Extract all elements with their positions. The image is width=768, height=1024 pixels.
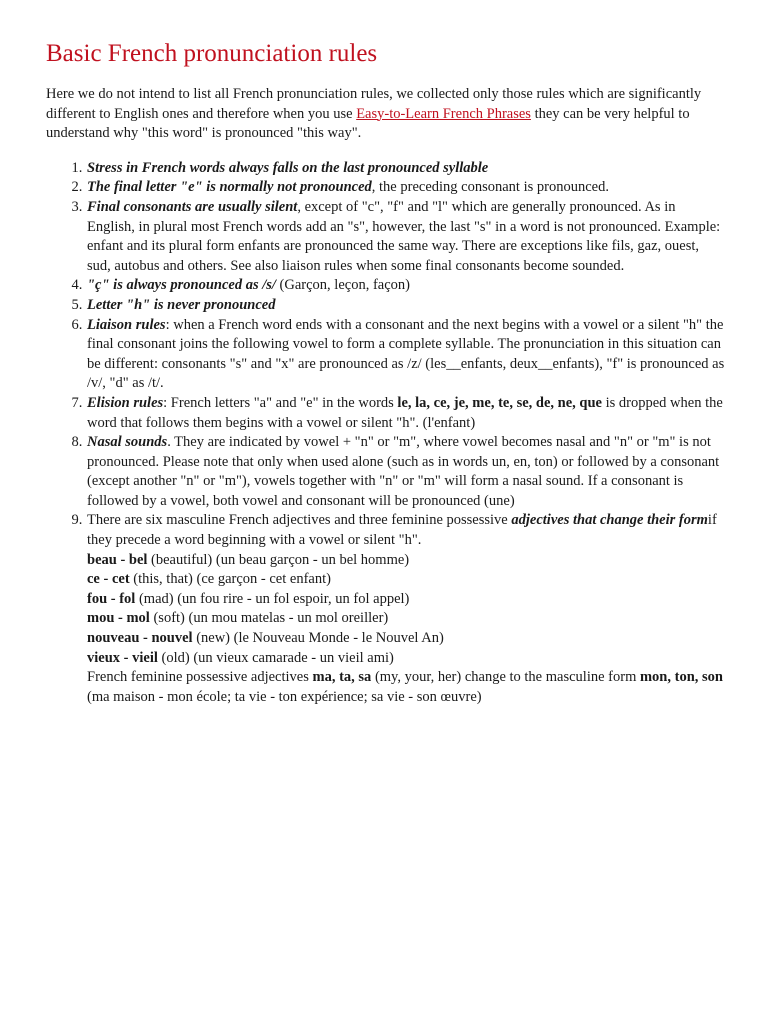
intro-text-before-link: Here we do not intend to list all French pronunciation rules, we collected only those rules which are significantly different to English ones and therefore when you use	[46, 86, 702, 122]
rule-cedilla-text: (Garçon, leçon, façon)	[275, 277, 410, 294]
rule-final-consonants-text: , except of "c", "f" and "l" which are generally pronounced. As in English, in plural most French words add an "s", however, the last "s" in a word is not pronounced. Example: enfant and its plural form enfants are pronounced the same way. There are exceptions like fils, gaz, ouest, sud, autobus and others. See also liaison rules when some final consonants become sounded.	[87, 198, 721, 274]
rule-cedilla-heading: "ç" is always pronounced as /s/	[87, 277, 276, 294]
rule-stress	[86, 159, 726, 179]
adjective-desc: (old) (un vieux camarade - un vieil ami)	[157, 649, 394, 666]
feminine-text-2: (my, your, her) change to the masculine form	[371, 669, 640, 686]
feminine-words: ma, ta, sa	[312, 669, 372, 686]
rules-list	[46, 159, 726, 708]
document-page	[46, 40, 726, 707]
rule-final-consonants	[86, 198, 726, 276]
adjective-desc: (mad) (un fou rire - un fol espoir, un fol appel)	[135, 590, 410, 607]
rule-elision-text-1: : French letters "a" and "e" in the words	[163, 394, 398, 411]
rule-adjectives-text-1: There are six masculine French adjectives and three feminine possessive	[87, 512, 512, 529]
rule-elision-text-2: is dropped when the word that follows them begins with a vowel or silent "h". (l'enfant)	[87, 394, 723, 431]
rule-liaison	[86, 316, 726, 394]
rule-stress-heading: Stress in French words always falls on the last pronounced syllable	[87, 159, 489, 176]
adjective-line	[87, 570, 726, 590]
rule-letter-h	[86, 296, 726, 316]
rule-nasal	[86, 433, 726, 511]
rule-liaison-text: : when a French word ends with a consonant and the next begins with a vowel or a silent "h" the final consonant joins the following vowel to form a complete syllable. The pronunciation in this situation can be different: consonants "s" and "x" are pronounced as /z/ (les__enfants, deux__enfants), "f" is pronounced as /v/, "d" as /t/.	[87, 316, 725, 392]
rule-letter-h-heading: Letter "h" is never pronounced	[87, 296, 276, 313]
rule-adjectives-heading: adjectives that change their form	[511, 512, 708, 529]
adjective-pair: vieux - vieil	[87, 649, 158, 666]
rule-elision	[86, 394, 726, 433]
rule-elision-words: le, la, ce, je, me, te, se, de, ne, que	[397, 394, 602, 411]
feminine-text-3: (ma maison - mon école; ta vie - ton expérience; sa vie - son œuvre)	[87, 688, 482, 705]
rule-final-consonants-heading: Final consonants are usually silent	[87, 198, 298, 215]
rule-nasal-text: . They are indicated by vowel + "n" or "m", where vowel becomes nasal and "n" or "m" is not pronounced. Please note that only when used alone (such as in words un, en, ton) or followed by a consonant (except another "n" or "m"), vowels together with "n" or "m" will form a nasal sound. If a consonant is followed by a vowel, both vowel and consonant will be pronounced (une)	[87, 434, 720, 509]
rule-final-e-text: , the preceding consonant is pronounced.	[371, 179, 609, 196]
adjective-line	[87, 649, 726, 669]
easy-to-learn-phrases-link[interactable]: Easy-to-Learn French Phrases	[356, 105, 531, 122]
adjective-pair: ce - cet	[87, 571, 130, 588]
rule-cedilla	[86, 276, 726, 296]
adjective-desc: (soft) (un mou matelas - un mol oreiller)	[149, 610, 389, 627]
feminine-text-1: French feminine possessive adjectives	[87, 669, 313, 686]
intro-paragraph	[46, 85, 726, 144]
rule-final-e-heading: The final letter "e" is normally not pronounced	[87, 179, 372, 196]
feminine-possessive-note	[87, 668, 726, 707]
adjective-line	[87, 590, 726, 610]
adjective-pair: nouveau - nouvel	[87, 630, 193, 647]
rule-nasal-heading: Nasal sounds	[87, 434, 168, 451]
rule-final-e	[86, 178, 726, 198]
masculine-words: mon, ton, son	[639, 669, 723, 686]
rule-elision-heading: Elision rules	[87, 394, 164, 411]
intro-text-after-link: they can be very helpful to understand why "this word" is pronounced "this way".	[46, 105, 690, 142]
rule-adjectives	[86, 511, 726, 707]
adjective-desc: (beautiful) (un beau garçon - un bel homme)	[147, 551, 410, 568]
adjective-line	[87, 609, 726, 629]
page-title: Basic French pronunciation rules	[46, 40, 378, 67]
adjective-line	[87, 551, 726, 571]
rule-liaison-heading: Liaison rules	[87, 316, 166, 333]
adjective-desc: (new) (le Nouveau Monde - le Nouvel An)	[192, 630, 444, 647]
rule-adjectives-text-2: if they precede a word beginning with a vowel or silent "h".	[87, 512, 717, 549]
adjective-desc: (this, that) (ce garçon - cet enfant)	[129, 571, 331, 588]
adjective-pair: beau - bel	[87, 551, 148, 568]
adjective-pair: mou - mol	[87, 610, 150, 627]
adjective-line	[87, 629, 726, 649]
adjective-pair: fou - fol	[87, 590, 136, 607]
